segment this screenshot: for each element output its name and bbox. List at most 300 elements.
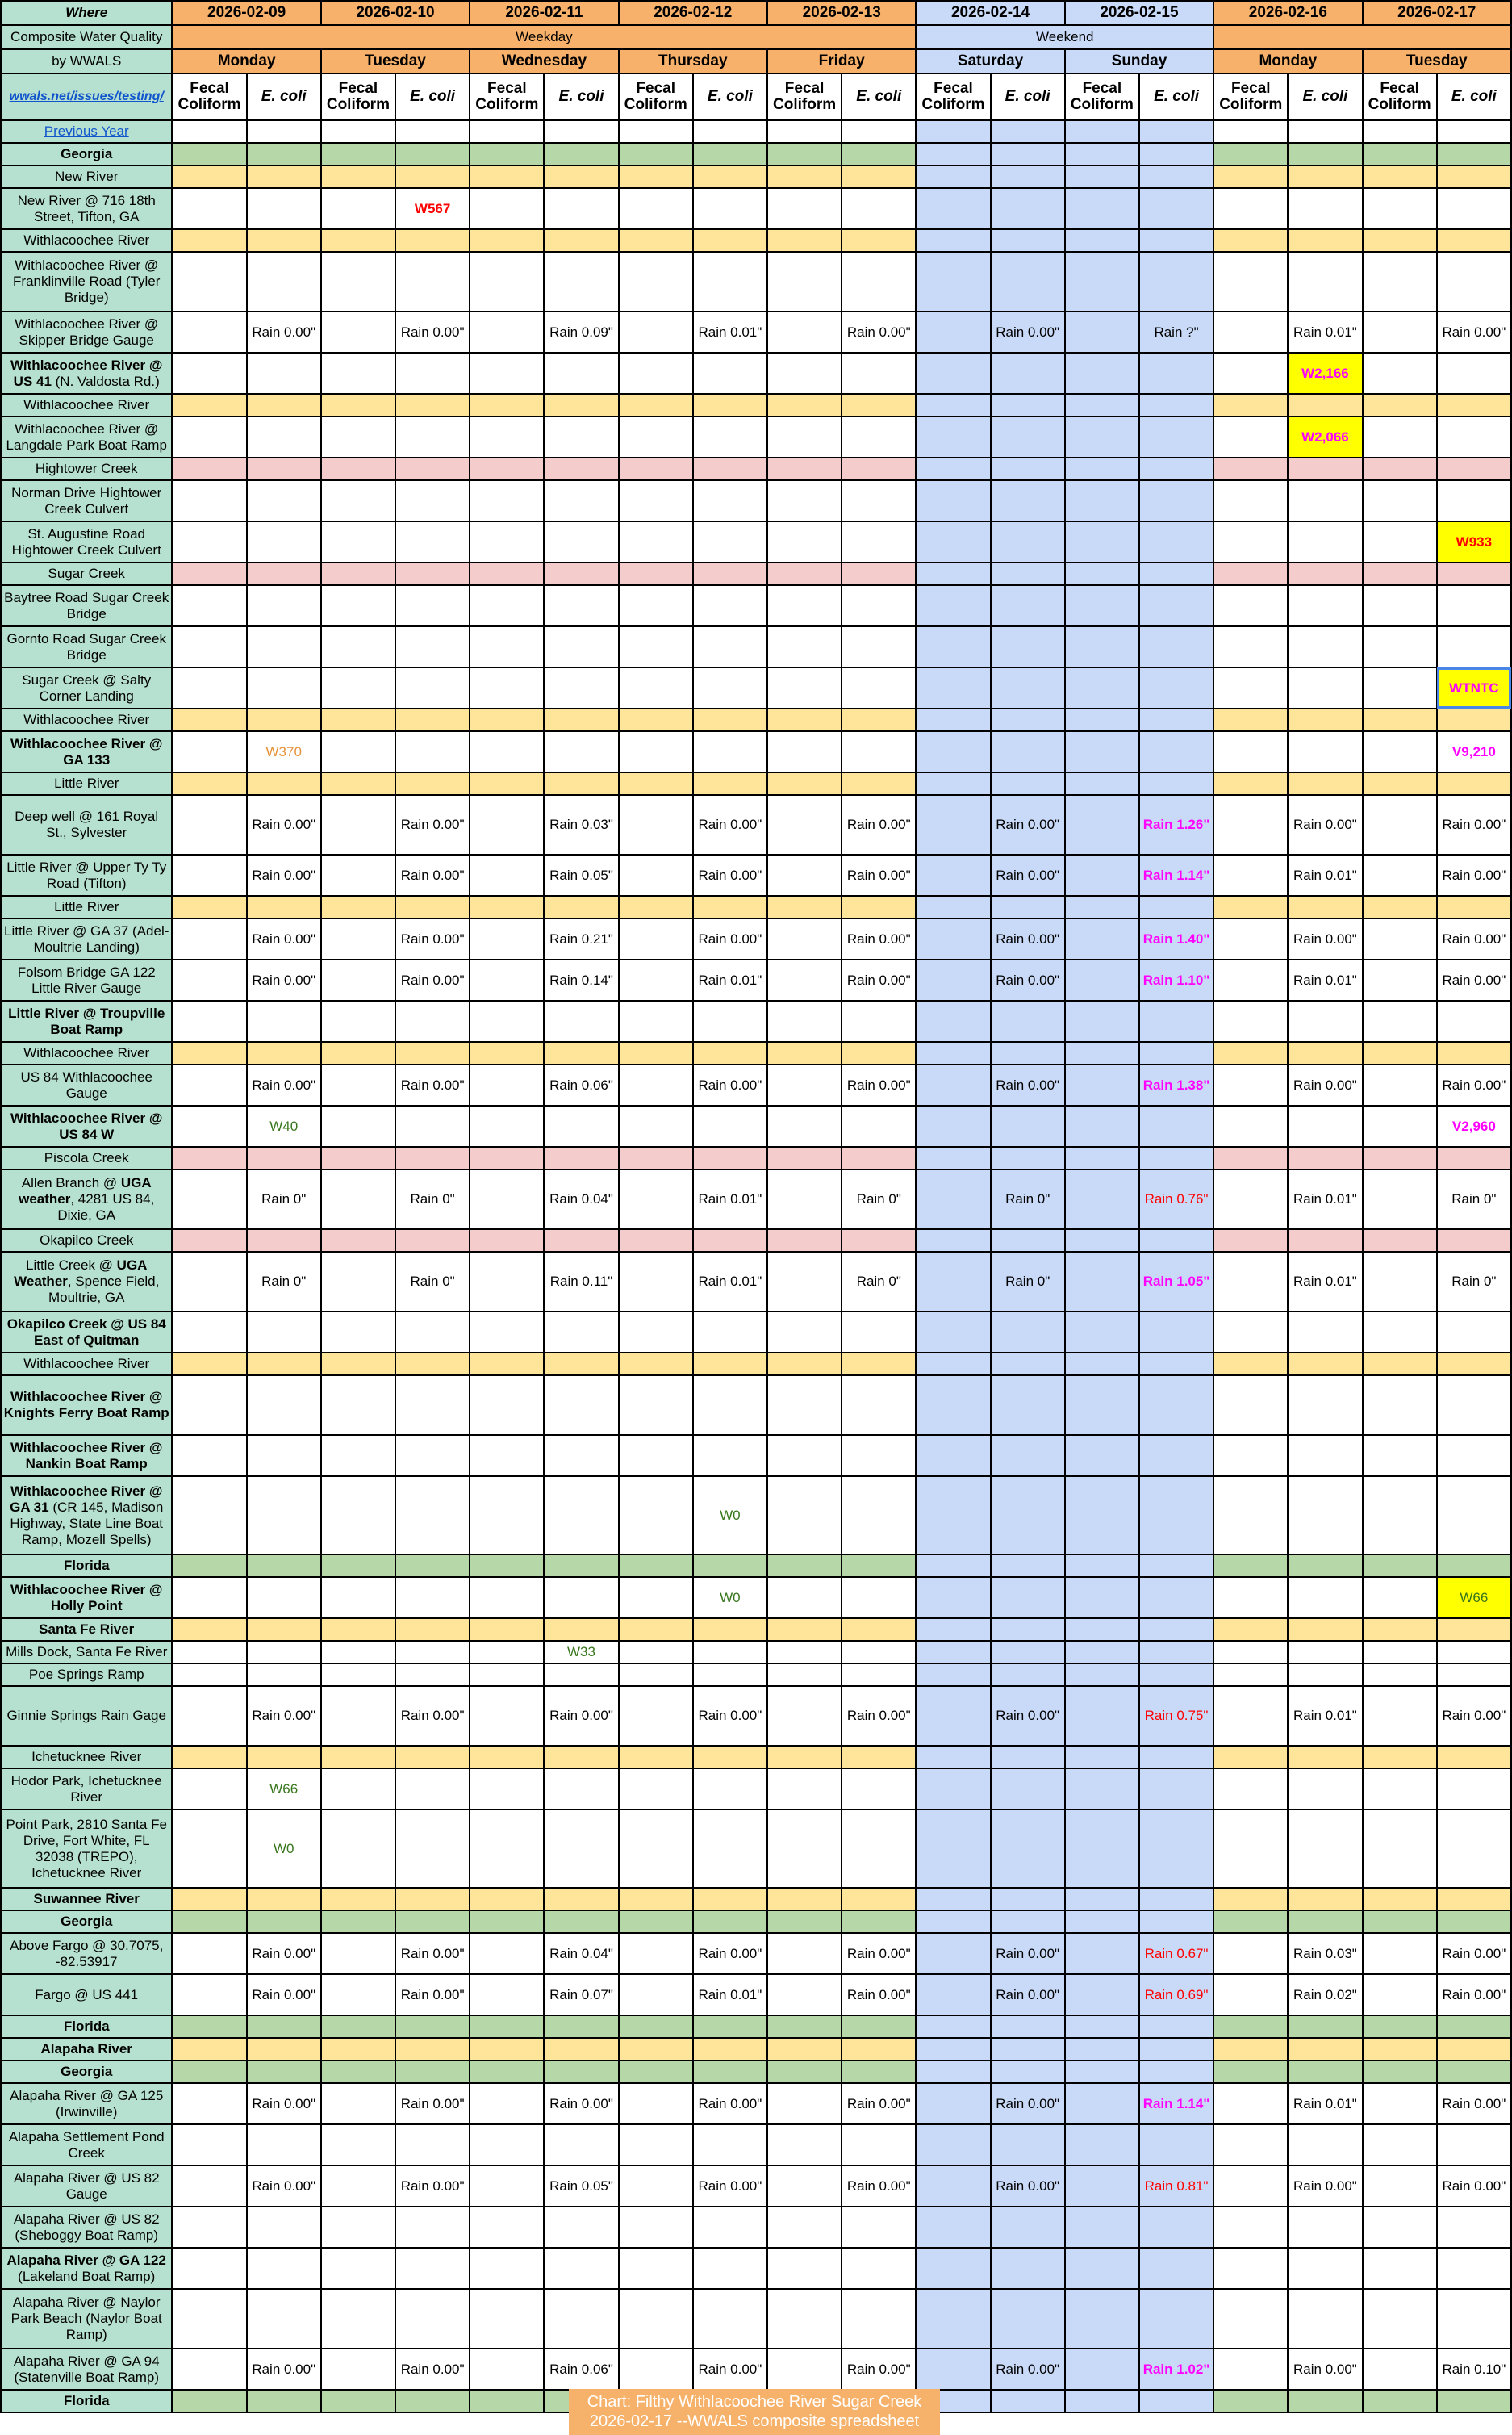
data-cell[interactable] xyxy=(544,1888,618,1910)
data-cell[interactable] xyxy=(1363,2349,1437,2390)
rain-cell[interactable]: Rain 0.81" xyxy=(1139,2165,1213,2207)
data-cell[interactable] xyxy=(767,1065,842,1106)
data-cell[interactable] xyxy=(693,480,767,521)
rain-cell[interactable]: Rain 0.00" xyxy=(544,2083,618,2124)
data-cell[interactable] xyxy=(1363,2390,1437,2412)
data-cell[interactable] xyxy=(1213,1312,1288,1353)
rain-cell[interactable]: Rain 0.00" xyxy=(544,1686,618,1746)
rain-cell[interactable]: Rain 0.00" xyxy=(395,918,470,960)
data-cell[interactable] xyxy=(693,353,767,394)
data-cell[interactable] xyxy=(544,1577,618,1618)
rain-cell[interactable]: Rain 0.00" xyxy=(247,1933,321,1974)
data-cell[interactable] xyxy=(1288,165,1362,188)
data-cell[interactable] xyxy=(321,480,395,521)
rain-cell[interactable]: Rain 1.10" xyxy=(1139,960,1213,1001)
data-cell[interactable] xyxy=(842,229,916,252)
data-cell[interactable] xyxy=(1288,2390,1362,2412)
rain-cell[interactable]: Rain 0.01" xyxy=(1288,1169,1362,1229)
data-cell[interactable] xyxy=(1065,1641,1139,1663)
data-cell[interactable] xyxy=(842,1106,916,1147)
data-cell[interactable] xyxy=(1437,709,1511,731)
data-cell[interactable] xyxy=(470,312,544,353)
data-cell[interactable] xyxy=(395,1435,470,1476)
data-cell[interactable] xyxy=(842,1618,916,1641)
data-cell[interactable] xyxy=(991,1641,1065,1663)
rain-cell[interactable]: Rain 0.00" xyxy=(693,1065,767,1106)
data-cell[interactable] xyxy=(1065,1353,1139,1375)
rain-cell[interactable]: Rain 0.69" xyxy=(1139,1974,1213,2015)
data-cell[interactable] xyxy=(1437,1554,1511,1577)
data-cell[interactable] xyxy=(767,2038,842,2061)
data-cell[interactable] xyxy=(767,1974,842,2015)
data-cell[interactable] xyxy=(1065,1810,1139,1888)
data-cell[interactable] xyxy=(470,795,544,855)
data-cell[interactable] xyxy=(916,165,990,188)
data-cell[interactable] xyxy=(991,2390,1065,2412)
data-cell[interactable] xyxy=(916,1618,990,1641)
data-cell[interactable] xyxy=(172,960,246,1001)
data-cell[interactable] xyxy=(991,1001,1065,1042)
data-cell[interactable] xyxy=(1288,2124,1362,2165)
data-cell[interactable] xyxy=(1437,394,1511,416)
data-cell[interactable] xyxy=(321,1768,395,1810)
data-cell[interactable] xyxy=(619,1810,693,1888)
data-cell[interactable] xyxy=(991,585,1065,626)
data-cell[interactable] xyxy=(767,1618,842,1641)
data-cell[interactable] xyxy=(767,918,842,960)
data-cell[interactable] xyxy=(916,896,990,918)
data-cell[interactable] xyxy=(247,1641,321,1663)
data-cell[interactable] xyxy=(470,709,544,731)
data-cell[interactable] xyxy=(1065,188,1139,229)
fecal-coliform-header[interactable] xyxy=(172,73,246,120)
data-cell[interactable] xyxy=(172,312,246,353)
data-cell[interactable] xyxy=(470,1001,544,1042)
site-name[interactable] xyxy=(1,353,172,394)
rain-cell[interactable]: Rain 0.00" xyxy=(842,1686,916,1746)
data-cell[interactable] xyxy=(395,563,470,585)
rain-cell[interactable]: Rain 0.01" xyxy=(1288,855,1362,896)
data-cell[interactable] xyxy=(767,1686,842,1746)
data-cell[interactable] xyxy=(395,1746,470,1768)
data-cell[interactable] xyxy=(172,2015,246,2038)
site-name[interactable] xyxy=(1,2248,172,2289)
data-cell[interactable] xyxy=(544,1768,618,1810)
rain-cell[interactable]: Rain 0.00" xyxy=(1288,2349,1362,2390)
data-cell[interactable] xyxy=(1139,772,1213,795)
data-cell[interactable] xyxy=(916,394,990,416)
data-cell[interactable] xyxy=(767,709,842,731)
data-cell[interactable] xyxy=(1363,1686,1437,1746)
data-cell[interactable] xyxy=(1065,521,1139,563)
data-cell[interactable] xyxy=(619,1229,693,1252)
data-cell[interactable] xyxy=(1437,2061,1511,2083)
data-cell[interactable] xyxy=(470,2124,544,2165)
data-cell[interactable] xyxy=(1363,165,1437,188)
data-cell[interactable] xyxy=(544,521,618,563)
data-cell[interactable] xyxy=(1213,731,1288,772)
data-cell[interactable] xyxy=(321,1577,395,1618)
data-cell[interactable] xyxy=(767,2061,842,2083)
data-cell[interactable] xyxy=(1363,1746,1437,1768)
data-cell[interactable] xyxy=(321,1933,395,1974)
data-cell[interactable] xyxy=(1363,2289,1437,2349)
data-cell[interactable] xyxy=(619,1065,693,1106)
section-label[interactable] xyxy=(1,165,172,188)
data-cell[interactable] xyxy=(470,1252,544,1312)
data-cell[interactable] xyxy=(1363,1042,1437,1065)
data-cell[interactable] xyxy=(544,1476,618,1554)
data-cell[interactable] xyxy=(1213,1042,1288,1065)
data-cell[interactable] xyxy=(1213,1746,1288,1768)
data-cell[interactable] xyxy=(247,480,321,521)
data-cell[interactable] xyxy=(693,2038,767,2061)
data-cell[interactable] xyxy=(842,1476,916,1554)
rain-cell[interactable]: Rain 0.00" xyxy=(991,960,1065,1001)
data-cell[interactable] xyxy=(916,1910,990,1933)
data-cell[interactable] xyxy=(470,1746,544,1768)
rain-cell[interactable]: Rain 0" xyxy=(247,1169,321,1229)
data-cell[interactable] xyxy=(916,1065,990,1106)
data-cell[interactable] xyxy=(916,1933,990,1974)
site-name[interactable] xyxy=(1,918,172,960)
data-cell[interactable] xyxy=(172,416,246,458)
data-cell[interactable] xyxy=(991,1476,1065,1554)
rain-cell[interactable]: Rain 1.26" xyxy=(1139,795,1213,855)
data-cell[interactable] xyxy=(1288,1001,1362,1042)
data-cell[interactable] xyxy=(842,1435,916,1476)
data-cell[interactable] xyxy=(991,165,1065,188)
data-cell[interactable] xyxy=(693,1229,767,1252)
data-cell[interactable] xyxy=(395,1229,470,1252)
data-cell[interactable] xyxy=(247,2207,321,2248)
sample-cell[interactable]: W2,066 xyxy=(1288,416,1362,458)
data-cell[interactable] xyxy=(991,1810,1065,1888)
data-cell[interactable] xyxy=(693,458,767,480)
data-cell[interactable] xyxy=(619,416,693,458)
data-cell[interactable] xyxy=(1139,585,1213,626)
data-cell[interactable] xyxy=(172,1663,246,1686)
ecoli-header[interactable] xyxy=(544,73,618,120)
data-cell[interactable] xyxy=(619,731,693,772)
data-cell[interactable] xyxy=(842,1147,916,1169)
data-cell[interactable] xyxy=(991,1746,1065,1768)
data-cell[interactable] xyxy=(619,1554,693,1577)
chart-title-overlay[interactable] xyxy=(569,2389,940,2435)
data-cell[interactable] xyxy=(172,1554,246,1577)
rain-cell[interactable]: Rain 0.01" xyxy=(693,960,767,1001)
data-cell[interactable] xyxy=(1363,1147,1437,1169)
data-cell[interactable] xyxy=(842,2207,916,2248)
data-cell[interactable] xyxy=(842,896,916,918)
data-cell[interactable] xyxy=(1139,1353,1213,1375)
site-name[interactable] xyxy=(1,855,172,896)
rain-cell[interactable]: Rain 0.06" xyxy=(544,1065,618,1106)
data-cell[interactable] xyxy=(842,1810,916,1888)
rain-cell[interactable]: Rain 0.67" xyxy=(1139,1933,1213,1974)
sample-cell[interactable]: W0 xyxy=(693,1577,767,1618)
data-cell[interactable] xyxy=(395,667,470,709)
data-cell[interactable] xyxy=(544,731,618,772)
site-name[interactable] xyxy=(1,626,172,667)
data-cell[interactable] xyxy=(1437,165,1511,188)
data-cell[interactable] xyxy=(172,353,246,394)
data-cell[interactable] xyxy=(1437,1810,1511,1888)
section-label[interactable] xyxy=(1,1554,172,1577)
data-cell[interactable] xyxy=(247,143,321,165)
data-cell[interactable] xyxy=(619,1686,693,1746)
site-name[interactable] xyxy=(1,1686,172,1746)
data-cell[interactable] xyxy=(1213,1147,1288,1169)
data-cell[interactable] xyxy=(1437,1001,1511,1042)
data-cell[interactable] xyxy=(470,626,544,667)
data-cell[interactable] xyxy=(842,585,916,626)
data-cell[interactable] xyxy=(693,626,767,667)
data-cell[interactable] xyxy=(916,416,990,458)
data-cell[interactable] xyxy=(1363,1663,1437,1686)
data-cell[interactable] xyxy=(1065,2390,1139,2412)
site-name[interactable] xyxy=(1,1435,172,1476)
data-cell[interactable] xyxy=(767,2124,842,2165)
data-cell[interactable] xyxy=(842,1663,916,1686)
data-cell[interactable] xyxy=(1139,563,1213,585)
data-cell[interactable] xyxy=(1288,2207,1362,2248)
rain-cell[interactable]: Rain 0" xyxy=(1437,1252,1511,1312)
data-cell[interactable] xyxy=(1437,1312,1511,1353)
data-cell[interactable] xyxy=(991,563,1065,585)
data-cell[interactable] xyxy=(395,1001,470,1042)
data-cell[interactable] xyxy=(1213,1768,1288,1810)
data-cell[interactable] xyxy=(395,1663,470,1686)
data-cell[interactable] xyxy=(619,1435,693,1476)
rain-cell[interactable]: Rain 0.00" xyxy=(991,918,1065,960)
data-cell[interactable] xyxy=(470,480,544,521)
data-cell[interactable] xyxy=(1139,1435,1213,1476)
sample-cell[interactable]: W370 xyxy=(247,731,321,772)
data-cell[interactable] xyxy=(172,1169,246,1229)
data-cell[interactable] xyxy=(321,1686,395,1746)
data-cell[interactable] xyxy=(544,480,618,521)
data-cell[interactable] xyxy=(172,2390,246,2412)
rain-cell[interactable]: Rain 0.75" xyxy=(1139,1686,1213,1746)
data-cell[interactable] xyxy=(991,120,1065,143)
section-label[interactable] xyxy=(1,1042,172,1065)
data-cell[interactable] xyxy=(321,2165,395,2207)
data-cell[interactable] xyxy=(1065,1974,1139,2015)
site-name[interactable] xyxy=(1,2289,172,2349)
data-cell[interactable] xyxy=(1213,795,1288,855)
data-cell[interactable] xyxy=(1065,1375,1139,1435)
data-cell[interactable] xyxy=(172,1353,246,1375)
rain-cell[interactable]: Rain 0.00" xyxy=(991,312,1065,353)
data-cell[interactable] xyxy=(767,1229,842,1252)
data-cell[interactable] xyxy=(1065,709,1139,731)
data-cell[interactable] xyxy=(395,252,470,312)
section-label[interactable] xyxy=(1,394,172,416)
data-cell[interactable] xyxy=(470,2061,544,2083)
data-cell[interactable] xyxy=(619,1746,693,1768)
data-cell[interactable] xyxy=(916,731,990,772)
data-cell[interactable] xyxy=(916,1641,990,1663)
data-cell[interactable] xyxy=(619,1106,693,1147)
data-cell[interactable] xyxy=(1363,252,1437,312)
data-cell[interactable] xyxy=(619,2248,693,2289)
data-cell[interactable] xyxy=(1288,1810,1362,1888)
data-cell[interactable] xyxy=(1437,143,1511,165)
data-cell[interactable] xyxy=(842,1641,916,1663)
data-cell[interactable] xyxy=(693,1312,767,1353)
data-cell[interactable] xyxy=(395,2124,470,2165)
data-cell[interactable] xyxy=(1363,2061,1437,2083)
data-cell[interactable] xyxy=(619,1476,693,1554)
data-cell[interactable] xyxy=(1139,2124,1213,2165)
data-cell[interactable] xyxy=(470,2038,544,2061)
data-cell[interactable] xyxy=(1437,229,1511,252)
rain-cell[interactable]: Rain 0.00" xyxy=(395,855,470,896)
data-cell[interactable] xyxy=(842,626,916,667)
site-name[interactable] xyxy=(1,960,172,1001)
data-cell[interactable] xyxy=(395,353,470,394)
data-cell[interactable] xyxy=(767,1435,842,1476)
data-cell[interactable] xyxy=(470,143,544,165)
site-name[interactable] xyxy=(1,667,172,709)
data-cell[interactable] xyxy=(767,1554,842,1577)
data-cell[interactable] xyxy=(767,521,842,563)
rain-cell[interactable]: Rain 0.00" xyxy=(1288,795,1362,855)
data-cell[interactable] xyxy=(1437,353,1511,394)
weekday-header[interactable] xyxy=(1213,25,1511,49)
site-name[interactable] xyxy=(1,1252,172,1312)
data-cell[interactable] xyxy=(1213,188,1288,229)
data-cell[interactable] xyxy=(619,585,693,626)
data-cell[interactable] xyxy=(1139,188,1213,229)
data-cell[interactable] xyxy=(395,1618,470,1641)
data-cell[interactable] xyxy=(1139,2207,1213,2248)
data-cell[interactable] xyxy=(1213,855,1288,896)
rain-cell[interactable]: Rain 0.06" xyxy=(544,2349,618,2390)
data-cell[interactable] xyxy=(1139,143,1213,165)
data-cell[interactable] xyxy=(395,521,470,563)
data-cell[interactable] xyxy=(916,1106,990,1147)
data-cell[interactable] xyxy=(916,2165,990,2207)
data-cell[interactable] xyxy=(1363,1229,1437,1252)
data-cell[interactable] xyxy=(172,1147,246,1169)
data-cell[interactable] xyxy=(1288,1106,1362,1147)
data-cell[interactable] xyxy=(1288,229,1362,252)
sample-cell[interactable]: W2,166 xyxy=(1288,353,1362,394)
rain-cell[interactable]: Rain 0.00" xyxy=(842,795,916,855)
data-cell[interactable] xyxy=(1213,1888,1288,1910)
data-cell[interactable] xyxy=(321,1974,395,2015)
data-cell[interactable] xyxy=(693,229,767,252)
site-name[interactable] xyxy=(1,2124,172,2165)
data-cell[interactable] xyxy=(395,165,470,188)
data-cell[interactable] xyxy=(693,143,767,165)
data-cell[interactable] xyxy=(991,1229,1065,1252)
data-cell[interactable] xyxy=(247,521,321,563)
data-cell[interactable] xyxy=(693,394,767,416)
data-cell[interactable] xyxy=(247,1618,321,1641)
data-cell[interactable] xyxy=(767,667,842,709)
data-cell[interactable] xyxy=(172,1065,246,1106)
data-cell[interactable] xyxy=(619,188,693,229)
data-cell[interactable] xyxy=(395,2038,470,2061)
site-name[interactable] xyxy=(1,2083,172,2124)
rain-cell[interactable]: Rain 0" xyxy=(395,1252,470,1312)
rain-cell[interactable]: Rain 0.04" xyxy=(544,1169,618,1229)
data-cell[interactable] xyxy=(1065,1042,1139,1065)
data-cell[interactable] xyxy=(470,1353,544,1375)
data-cell[interactable] xyxy=(544,1106,618,1147)
data-cell[interactable] xyxy=(172,2207,246,2248)
data-cell[interactable] xyxy=(1288,1618,1362,1641)
data-cell[interactable] xyxy=(693,1042,767,1065)
data-cell[interactable] xyxy=(1139,229,1213,252)
data-cell[interactable] xyxy=(1288,1641,1362,1663)
data-cell[interactable] xyxy=(470,2015,544,2038)
data-cell[interactable] xyxy=(247,252,321,312)
data-cell[interactable] xyxy=(1363,1169,1437,1229)
data-cell[interactable] xyxy=(1288,896,1362,918)
data-cell[interactable] xyxy=(1363,2207,1437,2248)
data-cell[interactable] xyxy=(321,394,395,416)
site-name[interactable] xyxy=(1,252,172,312)
data-cell[interactable] xyxy=(1139,2390,1213,2412)
data-cell[interactable] xyxy=(1213,458,1288,480)
rain-cell[interactable]: Rain 0.00" xyxy=(1288,2165,1362,2207)
data-cell[interactable] xyxy=(1363,2015,1437,2038)
data-cell[interactable] xyxy=(1363,2124,1437,2165)
data-cell[interactable] xyxy=(916,1554,990,1577)
data-cell[interactable] xyxy=(1437,1147,1511,1169)
rain-cell[interactable]: Rain 0.00" xyxy=(842,1933,916,1974)
data-cell[interactable] xyxy=(916,1312,990,1353)
data-cell[interactable] xyxy=(395,709,470,731)
data-cell[interactable] xyxy=(1213,120,1288,143)
data-cell[interactable] xyxy=(395,120,470,143)
data-cell[interactable] xyxy=(470,2390,544,2412)
data-cell[interactable] xyxy=(470,188,544,229)
rain-cell[interactable]: Rain 0.00" xyxy=(395,2165,470,2207)
data-cell[interactable] xyxy=(1139,2061,1213,2083)
data-cell[interactable] xyxy=(767,1375,842,1435)
data-cell[interactable] xyxy=(321,2015,395,2038)
section-label[interactable] xyxy=(1,1618,172,1641)
site-name[interactable] xyxy=(1,1663,172,1686)
data-cell[interactable] xyxy=(619,229,693,252)
data-cell[interactable] xyxy=(172,188,246,229)
data-cell[interactable] xyxy=(767,2248,842,2289)
data-cell[interactable] xyxy=(1363,143,1437,165)
rain-cell[interactable]: Rain 0.00" xyxy=(991,2083,1065,2124)
data-cell[interactable] xyxy=(321,795,395,855)
rain-cell[interactable]: Rain 0.00" xyxy=(842,312,916,353)
data-cell[interactable] xyxy=(1363,731,1437,772)
data-cell[interactable] xyxy=(1288,1476,1362,1554)
data-cell[interactable] xyxy=(991,2015,1065,2038)
data-cell[interactable] xyxy=(1437,2289,1511,2349)
data-cell[interactable] xyxy=(1213,1065,1288,1106)
section-label[interactable] xyxy=(1,709,172,731)
data-cell[interactable] xyxy=(321,563,395,585)
data-cell[interactable] xyxy=(767,1933,842,1974)
data-cell[interactable] xyxy=(991,2248,1065,2289)
data-cell[interactable] xyxy=(544,1375,618,1435)
data-cell[interactable] xyxy=(395,1810,470,1888)
data-cell[interactable] xyxy=(1065,1169,1139,1229)
data-cell[interactable] xyxy=(991,1375,1065,1435)
data-cell[interactable] xyxy=(916,585,990,626)
